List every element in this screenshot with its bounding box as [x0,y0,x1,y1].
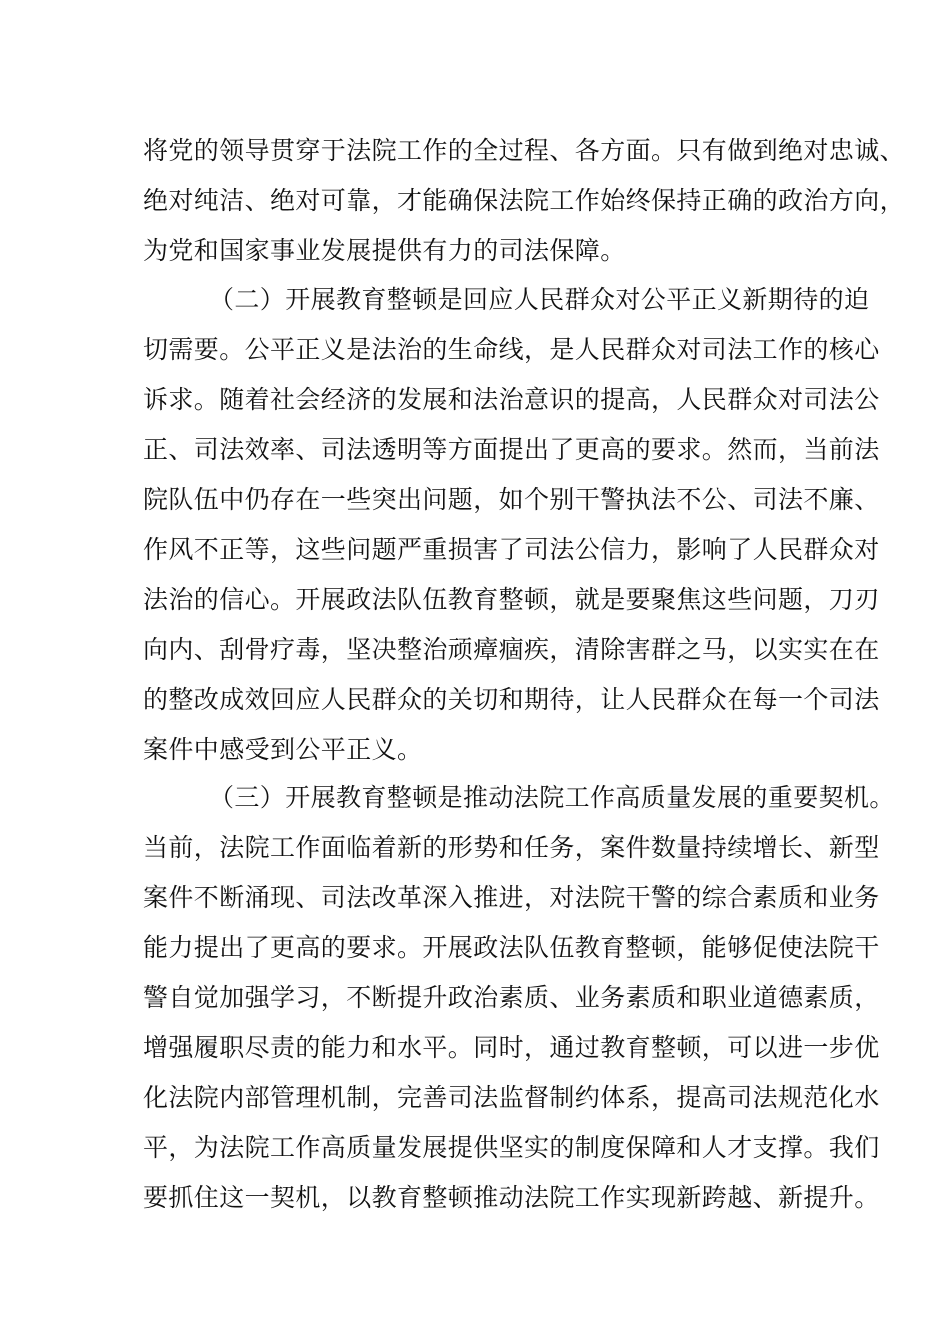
text-line: 作风不正等，这些问题严重损害了司法公信力，影响了人民群众对 [143,535,880,564]
paragraph-section-three [143,773,895,1223]
text-line: 能力提出了更高的要求。开展政法队伍教育整顿，能够促使法院干 [143,933,880,962]
text-line: （二）开展教育整顿是回应人民群众对公平正义新期待的迫 [209,285,870,314]
text-line: 绝对纯洁、绝对可靠，才能确保法院工作始终保持正确的政治方向， [143,186,906,215]
text-line: 案件不断涌现、司法改革深入推进，对法院干警的综合素质和业务 [143,883,880,912]
text-line: （三）开展教育整顿是推动法院工作高质量发展的重要契机。 [209,783,895,812]
text-line: 增强履职尽责的能力和水平。同时，通过教育整顿，可以进一步优 [143,1033,880,1062]
text-line: 的整改成效回应人民群众的关切和期待，让人民群众在每一个司法 [143,685,880,714]
text-line: 警自觉加强学习，不断提升政治素质、业务素质和职业道德素质， [143,983,880,1012]
text-line: 法治的信心。开展政法队伍教育整顿，就是要聚焦这些问题，刀刃 [143,585,880,614]
text-line: 要抓住这一契机，以教育整顿推动法院工作实现新跨越、新提升。 [143,1183,880,1212]
text-line: 切需要。公平正义是法治的生命线，是人民群众对司法工作的核心 [143,335,880,364]
paragraph-continuation [143,126,906,276]
text-line: 化法院内部管理机制，完善司法监督制约体系，提高司法规范化水 [143,1083,880,1112]
paragraph-section-two [143,275,880,775]
text-line: 平，为法院工作高质量发展提供坚实的制度保障和人才支撑。我们 [143,1133,880,1162]
text-line: 将党的领导贯穿于法院工作的全过程、各方面。只有做到绝对忠诚、 [143,136,906,165]
text-line: 诉求。随着社会经济的发展和法治意识的提高，人民群众对司法公 [143,385,880,414]
text-line: 向内、刮骨疗毒，坚决整治顽瘴痼疾，清除害群之马，以实实在在 [143,635,880,664]
text-line: 正、司法效率、司法透明等方面提出了更高的要求。然而，当前法 [143,435,880,464]
text-line: 案件中感受到公平正义。 [143,735,423,764]
text-line: 为党和国家事业发展提供有力的司法保障。 [143,236,626,265]
text-line: 当前，法院工作面临着新的形势和任务，案件数量持续增长、新型 [143,833,880,862]
text-line: 院队伍中仍存在一些突出问题，如个别干警执法不公、司法不廉、 [143,485,880,514]
